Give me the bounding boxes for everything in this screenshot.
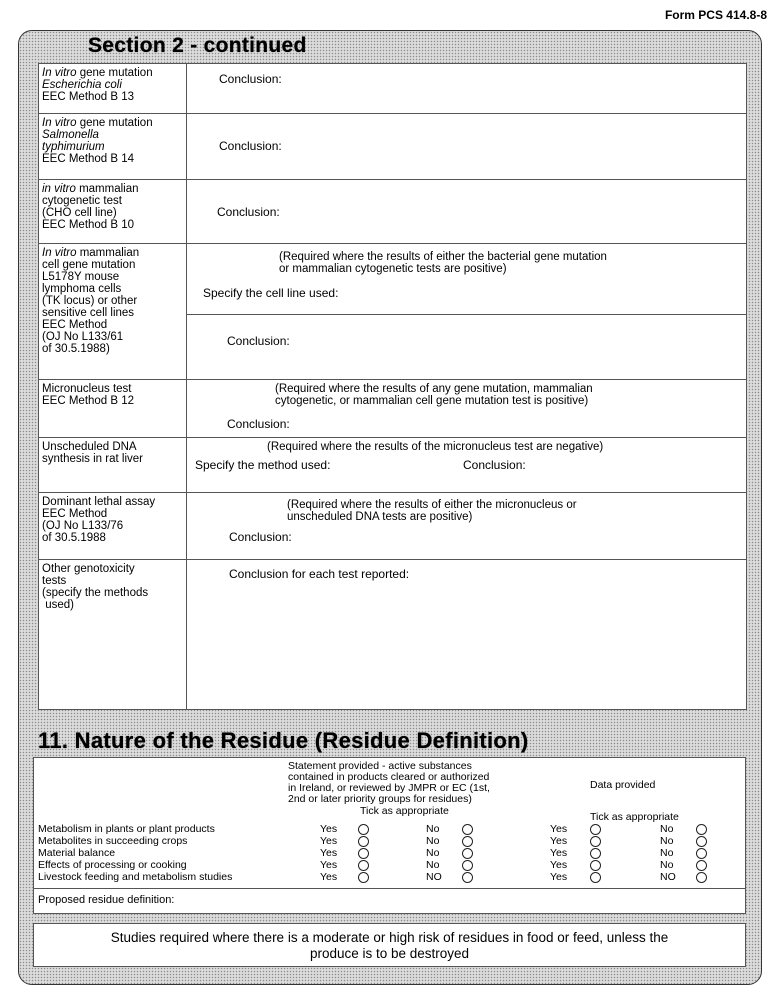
table-row <box>39 180 747 244</box>
no2-radio[interactable] <box>696 872 707 883</box>
other-tests-field[interactable]: Conclusion for each test reported: <box>187 560 747 710</box>
yes-label: Yes <box>320 835 338 847</box>
table-row <box>39 114 747 180</box>
tick-note: Tick as appropriate <box>590 811 679 823</box>
yes-label: Yes <box>320 847 338 859</box>
table-row <box>39 244 747 380</box>
yes2-radio[interactable] <box>590 872 601 883</box>
table-row <box>39 493 747 560</box>
no2-radio[interactable] <box>696 824 707 835</box>
row-label: Micronucleus test EEC Method B 12 <box>39 380 187 438</box>
no-label: No <box>660 835 674 847</box>
yes-label: Yes <box>550 847 568 859</box>
yes-label: Yes <box>550 835 568 847</box>
no-radio[interactable] <box>462 848 473 859</box>
no-label: No <box>660 847 674 859</box>
yes-radio[interactable] <box>358 824 369 835</box>
conclusion-field[interactable]: (Required where the results of either the micronucleus or unscheduled DNA tests are positive) Conclusion: <box>187 493 747 560</box>
yes-label: Yes <box>320 823 338 835</box>
divider <box>187 314 746 315</box>
data-provided-header: Data provided <box>590 779 656 791</box>
row-label: Other genotoxicity tests (specify the methods used) <box>39 560 187 710</box>
no-radio[interactable] <box>462 824 473 835</box>
no-label: No <box>660 823 674 835</box>
section2-title: Section 2 - continued <box>88 34 307 57</box>
yes2-radio[interactable] <box>590 848 601 859</box>
yes-radio[interactable] <box>358 860 369 871</box>
no-radio[interactable] <box>462 860 473 871</box>
no2-radio[interactable] <box>696 848 707 859</box>
no-label: No <box>426 835 440 847</box>
table-row <box>39 560 747 710</box>
row-label: in vitro mammalian cytogenetic test (CHO cell line) EEC Method B 10 <box>39 180 187 244</box>
studies-note: Studies required where there is a moderate or high risk of residues in food or feed, unless the produce is to be destroyed <box>33 923 746 967</box>
proposed-residue-field[interactable]: Proposed residue definition: <box>38 894 175 906</box>
no-radio[interactable] <box>462 872 473 883</box>
table-row <box>39 380 747 438</box>
yes-label: Yes <box>550 871 568 883</box>
no-label: No <box>426 847 440 859</box>
statement-header: Statement provided - active substances contained in products cleared or authorized in Ireland, or reviewed by JMPR or EC (1st, 2nd or later priority groups for residues) <box>288 760 490 805</box>
residue-item-label: Effects of processing or cooking <box>38 859 187 871</box>
tick-note: Tick as appropriate <box>360 805 449 817</box>
conclusion-field[interactable]: Conclusion: <box>187 114 747 180</box>
conclusion-field[interactable]: (Required where the results of any gene mutation, mammalian cytogenetic, or mammalian cell gene mutation test is positive) Conclusion: <box>187 380 747 438</box>
yes-label: Yes <box>320 871 338 883</box>
cell-line-field[interactable]: (Required where the results of either the bacterial gene mutation or mammalian cytogenetic tests are positive) Specify the cell line used: Conclusion: <box>187 244 747 380</box>
yes2-radio[interactable] <box>590 824 601 835</box>
no-radio[interactable] <box>462 836 473 847</box>
no2-radio[interactable] <box>696 860 707 871</box>
yes-radio[interactable] <box>358 848 369 859</box>
method-field[interactable]: (Required where the results of the micronucleus test are negative) Specify the method used: Conclusion: <box>187 438 747 493</box>
row-label: In vitro gene mutation Escherichia coli EEC Method B 13 <box>39 64 187 114</box>
conclusion-field[interactable]: Conclusion: <box>187 64 747 114</box>
no2-radio[interactable] <box>696 836 707 847</box>
divider <box>34 888 745 889</box>
row-label: Unscheduled DNA synthesis in rat liver <box>39 438 187 493</box>
yes-label: Yes <box>550 859 568 871</box>
residue-item-label: Livestock feeding and metabolism studies <box>38 871 233 883</box>
yes-radio[interactable] <box>358 872 369 883</box>
residue-item-label: Metabolites in succeeding crops <box>38 835 188 847</box>
row-label: Dominant lethal assay EEC Method (OJ No L133/76 of 30.5.1988 <box>39 493 187 560</box>
form-number: Form PCS 414.8-8 <box>664 8 767 22</box>
residue-item-label: Material balance <box>38 847 116 859</box>
yes-label: Yes <box>550 823 568 835</box>
table-row <box>39 438 747 493</box>
section11-title: 11. Nature of the Residue (Residue Definition) <box>38 728 529 753</box>
genotoxicity-table <box>38 63 747 710</box>
yes-radio[interactable] <box>358 836 369 847</box>
yes2-radio[interactable] <box>590 860 601 871</box>
no-label: NO <box>660 871 676 883</box>
no-label: No <box>660 859 674 871</box>
no-label: No <box>426 859 440 871</box>
yes-label: Yes <box>320 859 338 871</box>
row-label: In vitro mammalian cell gene mutation L5178Y mouse lymphoma cells (TK locus) or other sensitive cell lines EEC Method (OJ No L133/61 of 30.5.1988) <box>39 244 187 380</box>
residue-item-label: Metabolism in plants or plant products <box>38 823 215 835</box>
row-label: In vitro gene mutation Salmonella typhimurium EEC Method B 14 <box>39 114 187 180</box>
conclusion-field[interactable]: Conclusion: <box>187 180 747 244</box>
no-label: NO <box>426 871 442 883</box>
no-label: No <box>426 823 440 835</box>
residue-section <box>33 757 746 914</box>
yes2-radio[interactable] <box>590 836 601 847</box>
table-row <box>39 64 747 114</box>
